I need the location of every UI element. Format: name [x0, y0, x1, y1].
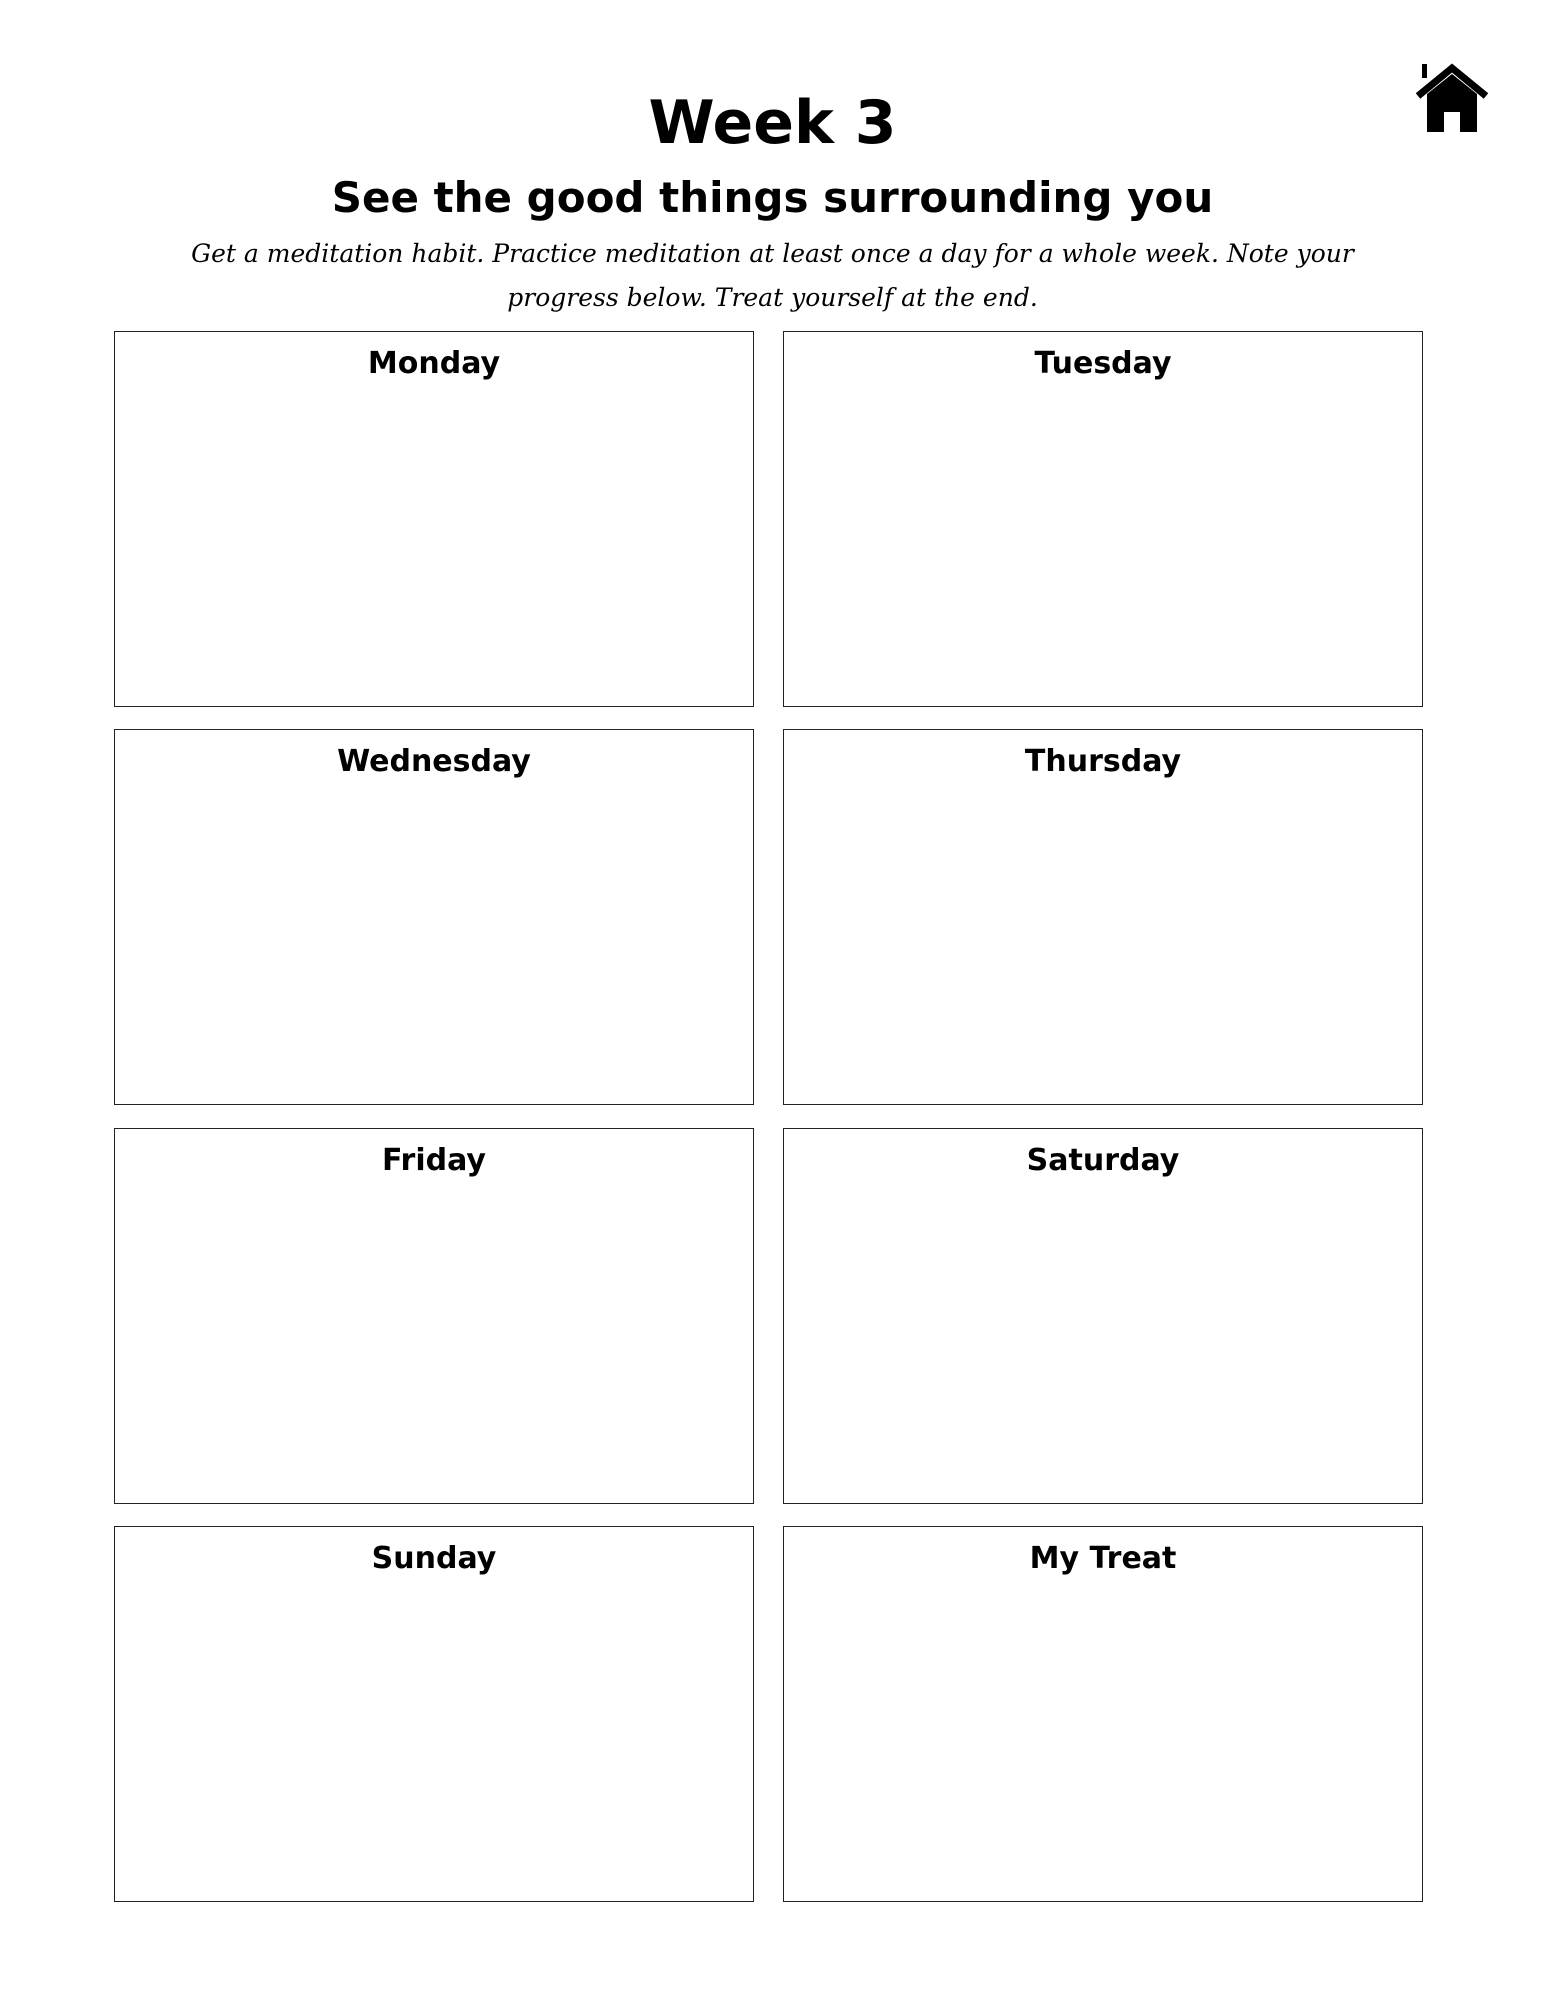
day-box-sunday[interactable]: [114, 1526, 754, 1902]
day-box-wednesday[interactable]: [114, 729, 754, 1105]
box-label: Sunday: [371, 1541, 497, 1576]
box-label: My Treat: [1029, 1541, 1177, 1576]
day-box-tuesday[interactable]: [783, 331, 1423, 707]
box-label: Tuesday: [1034, 346, 1172, 381]
day-box-friday[interactable]: [114, 1128, 754, 1504]
page-title: Week 3: [648, 88, 897, 158]
treat-box[interactable]: [783, 1526, 1423, 1902]
box-label: Friday: [381, 1143, 486, 1178]
page-subtitle: See the good things surrounding you: [331, 173, 1214, 222]
day-box-thursday[interactable]: [783, 729, 1423, 1105]
box-label: Thursday: [1024, 744, 1182, 779]
home-icon[interactable]: [1414, 62, 1490, 134]
day-box-monday[interactable]: [114, 331, 754, 707]
instructions-text: Get a meditation habit. Practice meditation at least once a day for a whole week. Note your progress below. Treat yourself at the end.: [191, 239, 1354, 312]
box-label: Monday: [367, 346, 501, 381]
box-label: Saturday: [1026, 1143, 1180, 1178]
box-label: Wednesday: [337, 744, 531, 779]
day-box-saturday[interactable]: [783, 1128, 1423, 1504]
